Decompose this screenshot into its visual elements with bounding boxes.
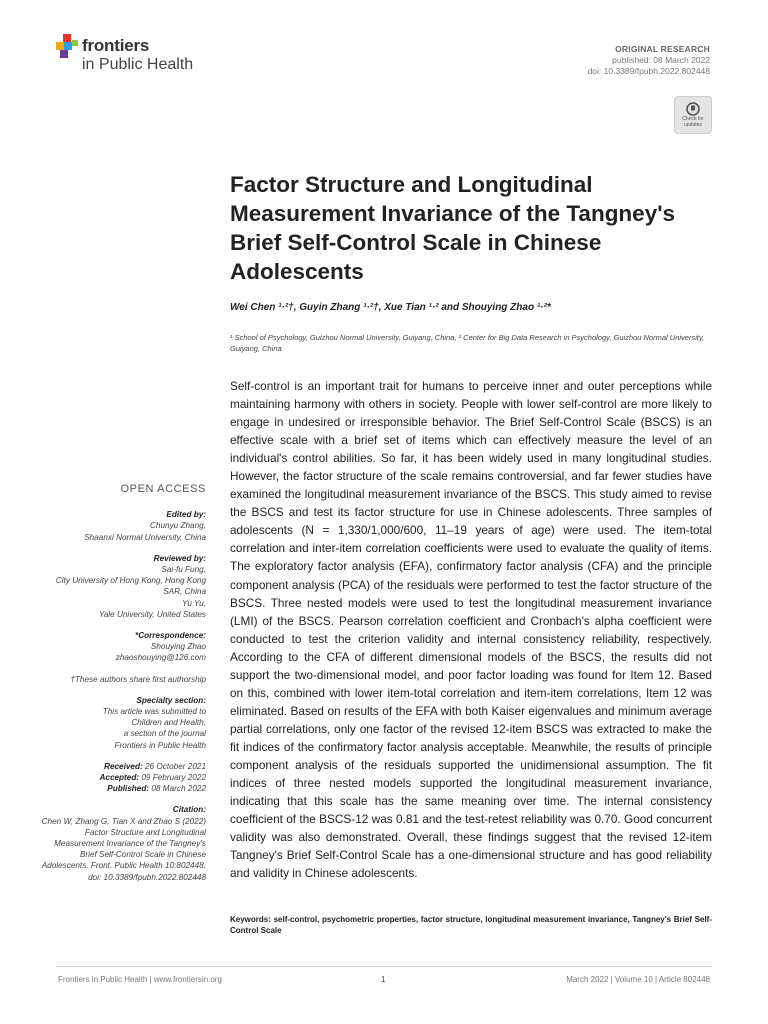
accepted-line bbox=[40, 772, 206, 783]
editor-affiliation: Shaanxi Normal University, China bbox=[84, 532, 206, 542]
affiliations: ¹ School of Psychology, Guizhou Normal University, Guiyang, China, ² Center for Big Data Research in Psychology, Guizhou Normal University, Guiyang, China bbox=[230, 333, 705, 353]
check-updates-label-1: Check for bbox=[682, 115, 704, 122]
correspondence-name: Shouying Zhao bbox=[150, 642, 206, 652]
abstract-text: Self-control is an important trait for humans to perceive inner and outer perceptions while maintaining harmony with others in society. People with lower self-control are more likely to engage in undesired or irresponsible behavior. The Brief Self-Control Scale (BSCS) is an effective scale with a brief set of items which can effectively measure the level of an individual's control abilities. So far, it has been widely used in many longitudinal studies. However, the factor structure of the scale remains controversial, and far fewer studies have examined the longitudinal measurement invariance of the BSCS. This study aimed to revise the BSCS and test its factor structure for use in Chinese adolescents. Three samples of adolescents (N = 1,330/1,000/600, 11–19 years of age) were used. The item-total correlation and inter-item correlation coefficients were used to evaluate the quality of items. The exploratory factor analysis (EFA), confirmatory factor analysis (CFA) and the principle component analysis (PCA) of the residuals were performed to test the factor structure of the BSCS. Three nested models were used to test the longitudinal measurement invariance (LMI) of the BSCS. Pearson correlation coefficient and Cronbach's alpha coefficient were conducted to test the criterion validity and internal consistency reliability, respectively. According to the CFA of different dimensional models of the BSCS, the results did not support the two-dimensional model, and poor factor loading was found for Item 12. Based on this, combined with lower item-total correlation and item-item correlations, Item 12 was eliminated. Based on results of the EFA with both Kaiser eigenvalues and minimum average partial correlations, only one factor of the revised 12-item BSCS was extracted to make the fit indices of the confirmatory factor analysis acceptable. Meanwhile, the results of principle component analysis of the residuals supported the unidimensional assumption. The fit indices of three nested models supported the longitudinal measurement invariance, indicating that this scale has the same meaning over time. The internal consistency coefficient of the BSCS-12 was 0.81 and the test-retest reliability was 0.70. Good concurrent validity was also demonstrated. Overall, these findings suggest that the revised 12-item Tangney's Brief Self-Control Scale has a one-dimensional structure and has good reliability and validity in Chinese adolescents. bbox=[230, 379, 712, 881]
frontiers-logo-icon bbox=[56, 34, 80, 62]
specialty-heading: Specialty section: bbox=[136, 695, 206, 705]
article-type: ORIGINAL RESEARCH bbox=[615, 44, 710, 54]
footer-issue-info: March 2022 | Volume 10 | Article 802448 bbox=[566, 975, 710, 984]
footer-journal-link[interactable]: Frontiers in Public Health | www.frontiersin.org bbox=[58, 975, 222, 984]
article-header-info bbox=[588, 44, 710, 77]
specialty-line-3: a section of the journal bbox=[123, 729, 206, 739]
reviewer-2-affiliation: Yale University, United States bbox=[98, 609, 206, 619]
specialty-line-4: Frontiers in Public Health bbox=[114, 740, 206, 750]
published-heading: Published: bbox=[107, 784, 150, 794]
specialty-line-1: This article was submitted to bbox=[102, 707, 206, 717]
received-heading: Received: bbox=[104, 761, 143, 771]
journal-logo[interactable] bbox=[56, 34, 226, 84]
check-updates-label-2: updates bbox=[684, 122, 702, 128]
article-title: Factor Structure and Longitudinal Measurement Invariance of the Tangney's Brief Self-Control Scale in Chinese Adolescents bbox=[230, 172, 676, 284]
reviewer-1-affiliation: City University of Hong Kong, Hong Kong SAR, China bbox=[55, 576, 206, 597]
published-line bbox=[40, 783, 206, 794]
footer-divider bbox=[56, 966, 712, 967]
accepted-date: 09 February 2022 bbox=[141, 773, 206, 783]
check-for-updates-button[interactable] bbox=[674, 96, 712, 134]
author-list[interactable]: Wei Chen ¹·²†, Guyin Zhang ¹·²†, Xue Tian ¹·² and Shouying Zhao ¹·²* bbox=[230, 302, 551, 313]
specialty-line-2: Children and Health, bbox=[131, 718, 206, 728]
shared-authorship-note: †These authors share first authorship bbox=[70, 674, 206, 684]
received-date: 26 October 2021 bbox=[145, 761, 206, 771]
keywords: Keywords: self-control, psychometric properties, factor structure, longitudinal measurement invariance, Tangney's Brief Self-Control Scale bbox=[230, 915, 712, 935]
article-sidebar bbox=[40, 484, 206, 883]
citation-heading: Citation: bbox=[172, 805, 206, 815]
logo-journal: in Public Health bbox=[82, 56, 194, 73]
page-number: 1 bbox=[381, 975, 386, 984]
published-sidebar-date: 08 March 2022 bbox=[151, 784, 206, 794]
accepted-heading: Accepted: bbox=[99, 773, 140, 783]
edited-by-heading: Edited by: bbox=[166, 510, 206, 520]
reviewed-by-heading: Reviewed by: bbox=[153, 553, 206, 563]
citation-text: Chen W, Zhang G, Tian X and Zhao S (2022) Factor Structure and Longitudinal Measurement Invariance of the Tangney's Brief Self-Control Scale in Chinese Adolescents. Front. Public Health 10:802448. doi: 10.3389/fpubh.2022.802448 bbox=[41, 816, 206, 882]
reviewer-2-name: Yu Yu, bbox=[182, 598, 206, 608]
open-access-label: OPEN ACCESS bbox=[120, 483, 206, 495]
doi-link[interactable]: doi: 10.3389/fpubh.2022.802448 bbox=[587, 66, 710, 76]
check-updates-icon bbox=[686, 102, 700, 116]
logo-name: frontiers bbox=[82, 36, 150, 55]
published-date: published: 08 March 2022 bbox=[612, 55, 710, 65]
correspondence-heading: *Correspondence: bbox=[135, 631, 206, 641]
received-line bbox=[40, 761, 206, 772]
editor-name: Chunyu Zhang, bbox=[150, 521, 206, 531]
reviewer-1-name: Sai-fu Fung, bbox=[161, 565, 206, 575]
correspondence-email[interactable]: zhaoshouying@126.com bbox=[115, 653, 206, 663]
